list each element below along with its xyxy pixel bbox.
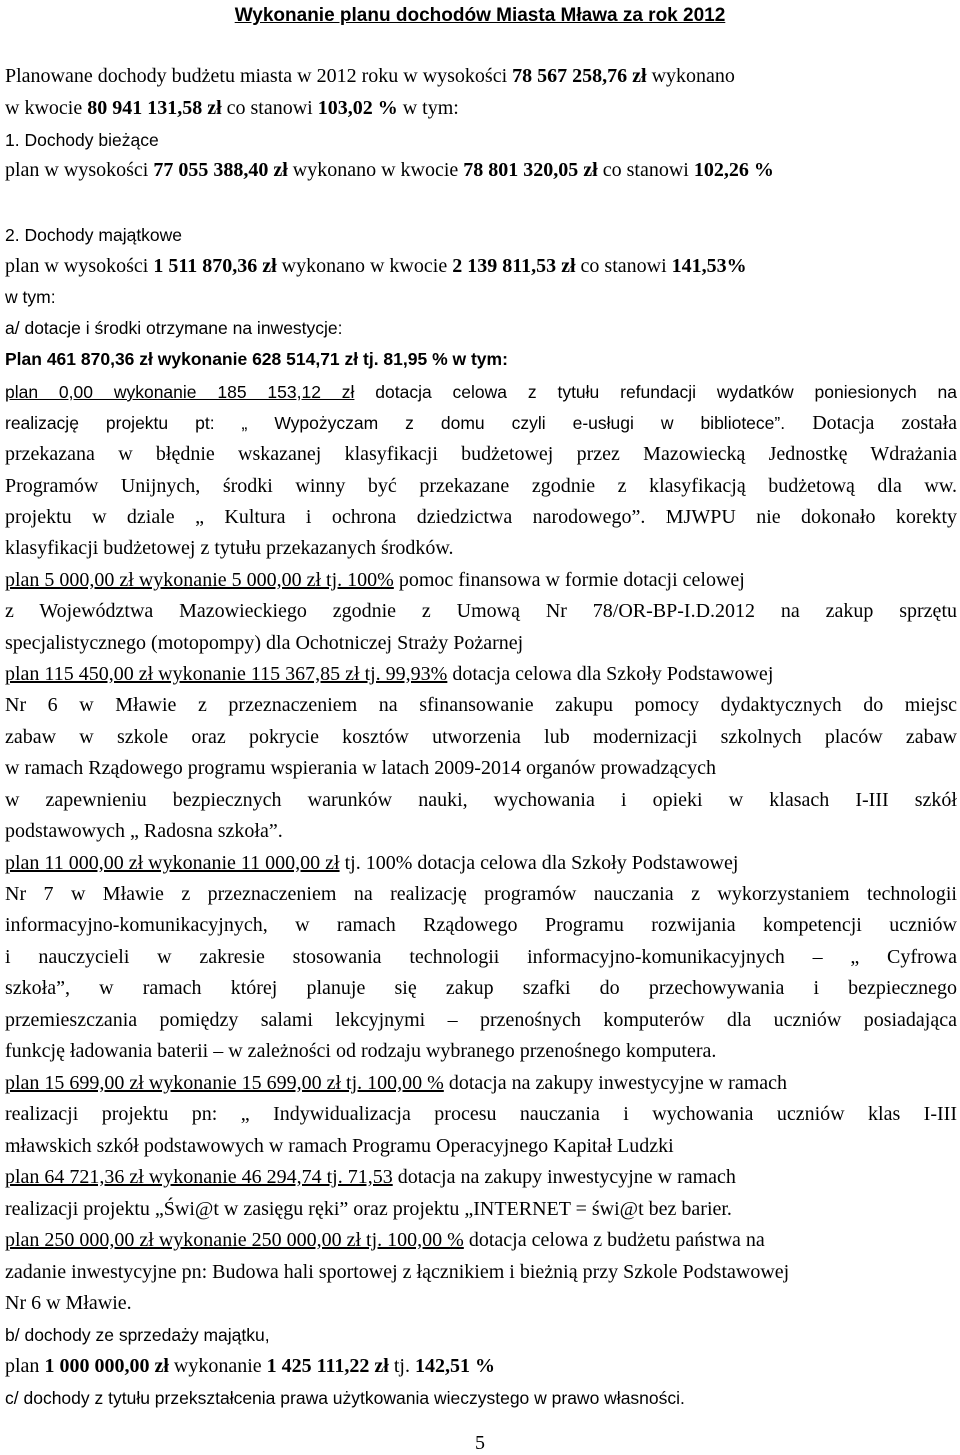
- p6-line-1: plan 64 721,36 zł wykonanie 46 294,74 tj. 71,53 dotacja na zakupy inwestycyjne w ramach: [5, 1166, 736, 1188]
- p4-line-4: i nauczycieli w zakresie stosowania technologii informacyjno-komunikacyjnych – „ Cyfrowa: [5, 946, 957, 968]
- subsection-b-heading: b/ dochody ze sprzedaży majątku,: [5, 1325, 270, 1345]
- p3-line-3: zabaw w szkole oraz pokrycie kosztów utworzenia lub modernizacji szkolnych placów zabaw: [5, 726, 957, 748]
- p2-line-1: plan 5 000,00 zł wykonanie 5 000,00 zł tj. 100% pomoc finansowa w formie dotacji celowej: [5, 569, 745, 591]
- section-2-summary: plan w wysokości 1 511 870,36 zł wykonano w kwocie 2 139 811,53 zł co stanowi 141,53%: [5, 255, 747, 277]
- p4-line-1: plan 11 000,00 zł wykonanie 11 000,00 zł tj. 100% dotacja celowa dla Szkoły Podstawowej: [5, 852, 739, 874]
- p1-line-2: realizację projektu pt: „ Wypożyczam z domu czyli e-usługi w bibliotece”. Dotacja została: [5, 412, 958, 434]
- intro-line-2: w kwocie 80 941 131,58 zł co stanowi 103,02 % w tym:: [5, 97, 459, 119]
- p4-line-3: informacyjno-komunikacyjnych, w ramach Rządowego Programu rozwijania kompetencji uczniów: [5, 914, 957, 936]
- p4-line-6: przemieszczania pomiędzy salami lekcyjnymi – przenośnych komputerów dla uczniów posiadająca: [5, 1009, 957, 1031]
- p1-line-5: projektu w dziale „ Kultura i ochrona dziedzictwa narodowego”. MJWPU nie dokonało korekty: [5, 506, 957, 528]
- p3-line-1: plan 115 450,00 zł wykonanie 115 367,85 zł tj. 99,93% dotacja celowa dla Szkoły Podstawowej: [5, 663, 774, 685]
- intro-line-1: Planowane dochody budżetu miasta w 2012 roku w wysokości 78 567 258,76 zł wykonano: [5, 65, 735, 87]
- subsection-a-plan: Plan 461 870,36 zł wykonanie 628 514,71 zł tj. 81,95 % w tym:: [5, 349, 508, 369]
- p1-line-6: klasyfikacji budżetowej z tytułu przekazanych środków.: [5, 537, 454, 559]
- p1-line-1: plan 0,00 wykonanie 185 153,12 zł dotacja celowa z tytułu refundacji wydatków poniesionych na: [5, 382, 957, 402]
- p3-line-5: w zapewnieniu bezpiecznych warunków nauki, wychowania i opieki w klasach I-III szkół: [5, 789, 957, 811]
- p3-line-2: Nr 6 w Mławie z przeznaczeniem na sfinansowanie zakupu pomocy dydaktycznych do miejsc: [5, 694, 957, 716]
- p4-line-5: szkoła”, w ramach której planuje się zakup szafki do przechowywania i bezpiecznego: [5, 977, 957, 999]
- p4-line-2: Nr 7 w Mławie z przeznaczeniem na realizację programów nauczania z wykorzystaniem technologii: [5, 883, 957, 905]
- section-1-summary: plan w wysokości 77 055 388,40 zł wykonano w kwocie 78 801 320,05 zł co stanowi 102,26 %: [5, 159, 774, 181]
- p6-line-2: realizacji projektu „Świ@t w zasięgu ręki” oraz projektu „INTERNET = świ@t bez barier.: [5, 1198, 732, 1220]
- section-2-heading: 2. Dochody majątkowe: [5, 225, 183, 245]
- page-title: Wykonanie planu dochodów Miasta Mława za rok 2012: [234, 5, 726, 26]
- subsection-c-heading: c/ dochody z tytułu przekształcenia prawa użytkowania wieczystego w prawo własności.: [5, 1388, 685, 1408]
- p7-line-3: Nr 6 w Mławie.: [5, 1292, 132, 1314]
- p3-line-4: w ramach Rządowego programu wspierania w latach 2009-2014 organów prowadzących: [5, 757, 717, 779]
- page-number: 5: [475, 1432, 485, 1454]
- p4-line-7: funkcję ładowania baterii – w zależności od rodzaju wybranego przenośnego komputera.: [5, 1040, 717, 1062]
- section-2-wtym: w tym:: [5, 287, 56, 307]
- p5-line-1: plan 15 699,00 zł wykonanie 15 699,00 zł tj. 100,00 % dotacja na zakupy inwestycyjne w ramach: [5, 1072, 788, 1094]
- p3-line-6: podstawowych „ Radosna szkoła”.: [5, 820, 283, 842]
- p7-line-2: zadanie inwestycyjne pn: Budowa hali sportowej z łącznikiem i bieżnią przy Szkole Podstawowej: [5, 1261, 790, 1283]
- p5-line-3: mławskich szkół podstawowych w ramach Programu Operacyjnego Kapitał Ludzki: [5, 1135, 674, 1157]
- section-1-heading: 1. Dochody bieżące: [5, 130, 159, 150]
- p1-line-3: przekazana w błędnie wskazanej klasyfikacji budżetowej przez Mazowiecką Jednostkę Wdrażania: [5, 443, 957, 465]
- p2-line-2: z Województwa Mazowieckiego zgodnie z Umową Nr 78/OR-BP-I.D.2012 na zakup sprzętu: [5, 600, 957, 622]
- p5-line-2: realizacji projektu pn: „ Indywidualizacja procesu nauczania i wychowania uczniów klas I-III: [5, 1103, 957, 1125]
- p7-line-1: plan 250 000,00 zł wykonanie 250 000,00 zł tj. 100,00 % dotacja celowa z budżetu państwa na: [5, 1229, 765, 1251]
- subsection-b-summary: plan 1 000 000,00 zł wykonanie 1 425 111,22 zł tj. 142,51 %: [5, 1355, 495, 1377]
- subsection-a-heading: a/ dotacje i środki otrzymane na inwestycje:: [5, 318, 343, 338]
- p2-line-3: specjalistycznego (motopompy) dla Ochotniczej Straży Pożarnej: [5, 632, 524, 654]
- p1-line-4: Programów Unijnych, środki winny być przekazane zgodnie z klasyfikacją budżetową dla ww.: [5, 475, 957, 497]
